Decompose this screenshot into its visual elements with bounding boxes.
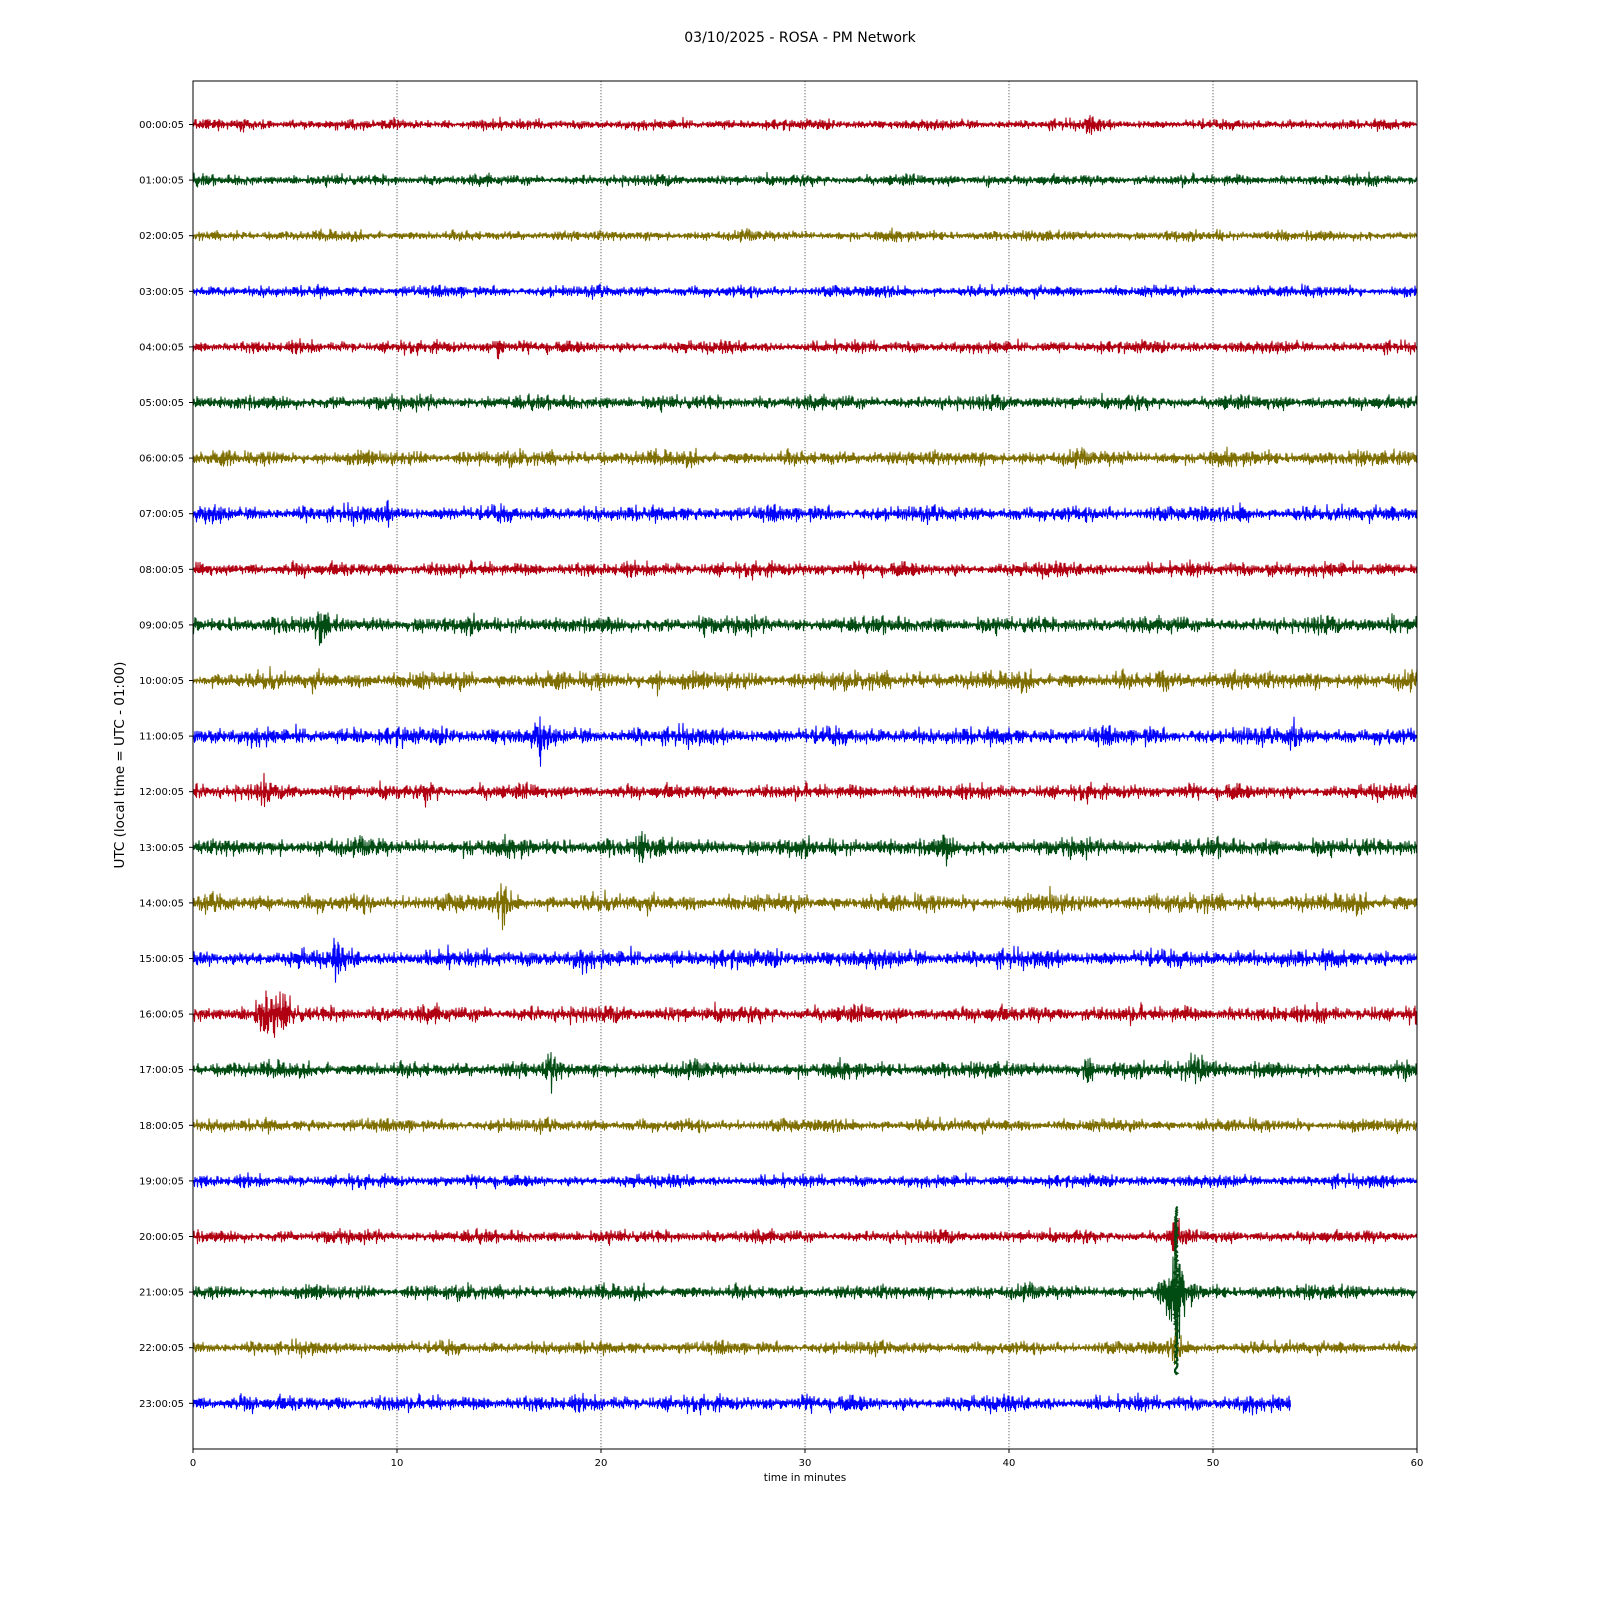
- y-tick-label: 01:00:05: [139, 175, 184, 187]
- y-tick-label: 22:00:05: [139, 1343, 184, 1355]
- x-axis-label: time in minutes: [763, 1472, 847, 1484]
- y-tick-label: 09:00:05: [139, 620, 184, 632]
- y-tick-label: 17:00:05: [139, 1065, 184, 1077]
- x-tick-label: 10: [390, 1458, 404, 1469]
- y-tick-label: 20:00:05: [139, 1232, 184, 1243]
- y-tick-label: 03:00:05: [139, 286, 184, 298]
- y-axis-label: UTC (local time = UTC - 01:00): [112, 661, 128, 869]
- x-tick-label: 40: [1002, 1458, 1016, 1469]
- chart-title: 03/10/2025 - ROSA - PM Network: [684, 30, 916, 46]
- y-tick-label: 05:00:05: [139, 398, 184, 409]
- y-tick-label: 16:00:05: [139, 1009, 184, 1021]
- y-tick-label: 15:00:05: [139, 954, 184, 965]
- y-tick-label: 12:00:05: [139, 787, 184, 799]
- y-tick-label: 08:00:05: [139, 564, 184, 576]
- y-tick-label: 10:00:05: [139, 676, 184, 687]
- y-tick-label: 19:00:05: [139, 1176, 184, 1188]
- y-tick-label: 13:00:05: [139, 842, 184, 854]
- x-tick-label: 50: [1206, 1458, 1220, 1469]
- y-tick-label: 11:00:05: [139, 731, 184, 743]
- y-tick-label: 04:00:05: [139, 342, 184, 354]
- x-tick-label: 20: [594, 1458, 608, 1469]
- y-tick-label: 21:00:05: [139, 1287, 184, 1299]
- y-tick-label: 02:00:05: [139, 231, 184, 243]
- y-tick-label: 07:00:05: [139, 509, 184, 521]
- y-tick-label: 23:00:05: [139, 1398, 184, 1410]
- x-tick-label: 30: [798, 1458, 812, 1469]
- x-tick-label: 60: [1410, 1458, 1424, 1469]
- y-tick-label: 00:00:05: [139, 120, 184, 131]
- y-tick-label: 14:00:05: [139, 898, 184, 910]
- y-tick-label: 18:00:05: [139, 1120, 184, 1132]
- x-tick-label: 0: [189, 1458, 197, 1469]
- y-tick-label: 06:00:05: [139, 453, 184, 465]
